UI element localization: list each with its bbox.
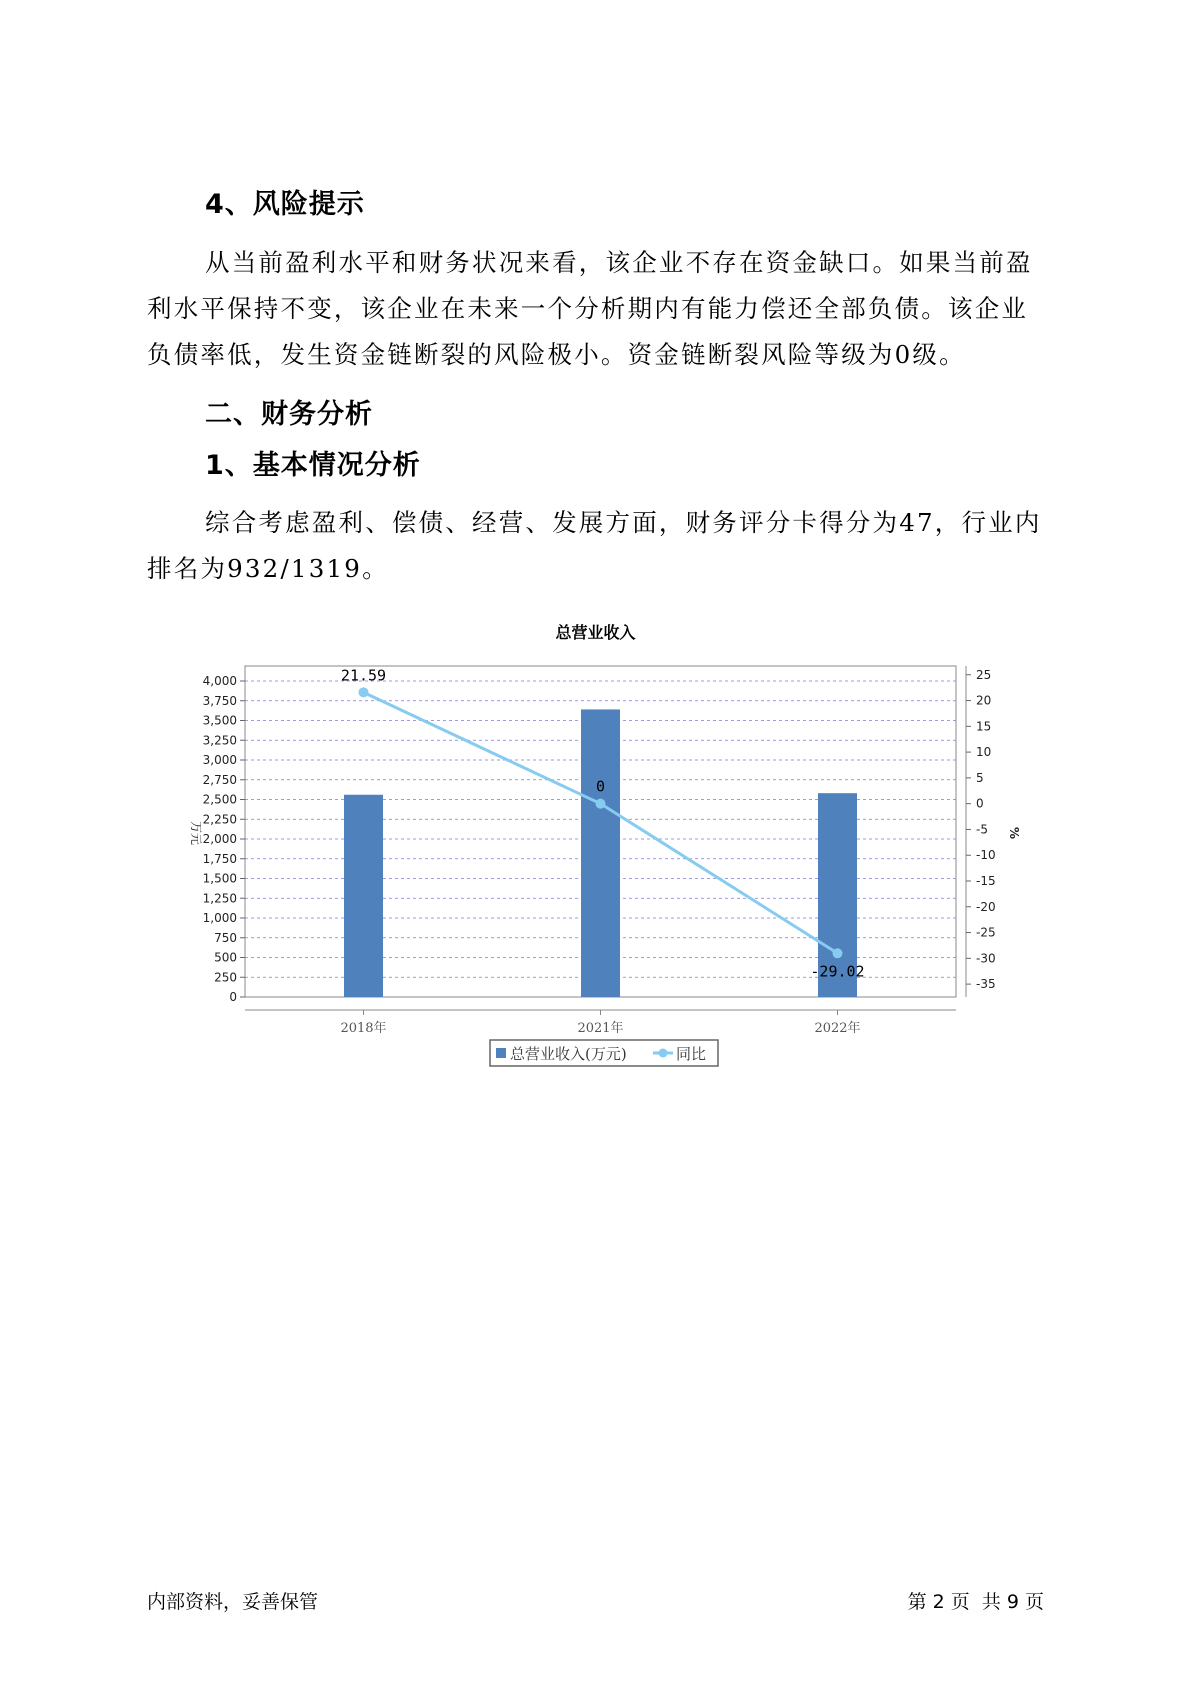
y2-tick-label: 10 (976, 745, 992, 760)
yoy-data-label: -29.02 (810, 962, 865, 981)
legend-line-label: 同比 (676, 1045, 707, 1063)
y-tick-label: 250 (214, 970, 237, 985)
chart-title: 总营业收入 (555, 623, 636, 642)
basic-analysis-paragraph: 综合考虑盈利、偿债、经营、发展方面，财务评分卡得分为47，行业内排名为932/1319。 (147, 508, 1042, 583)
y-tick-label: 750 (214, 930, 237, 945)
basic-analysis-heading: 1、基本情况分析 (205, 450, 421, 481)
legend-bar-label: 总营业收入(万元) (510, 1045, 627, 1063)
y-tick-label: 1,250 (202, 891, 237, 906)
yoy-point (833, 948, 843, 958)
y-tick-label: 2,500 (202, 792, 237, 807)
risk-heading: 4、风险提示 (205, 189, 365, 220)
y2-tick-label: 20 (976, 693, 992, 708)
risk-paragraph: 从当前盈利水平和财务状况来看，该企业不存在资金缺口。如果当前盈利水平保持不变，该企业在未来一个分析期内有能力偿还全部负债。该企业负债率低，发生资金链断裂的风险极小。资金链断裂风险等级为0级。 (147, 248, 1033, 369)
legend-bar-swatch (496, 1048, 506, 1058)
y2-tick-label: -15 (976, 873, 996, 888)
x-tick-label: 2018年 (340, 1021, 387, 1036)
y-axis-title: 万元 (189, 820, 203, 846)
y2-tick-label: -5 (976, 822, 988, 837)
y-tick-label: 500 (214, 950, 237, 965)
y2-tick-label: 0 (976, 796, 984, 811)
y-tick-label: 2,250 (202, 812, 237, 827)
y-tick-label: 1,750 (202, 851, 237, 866)
y2-tick-label: -10 (976, 848, 996, 863)
y2-tick-label: -30 (976, 951, 996, 966)
y-tick-label: 1,000 (202, 911, 237, 925)
y2-tick-label: 5 (976, 770, 984, 785)
y-tick-label: 4,000 (202, 674, 237, 688)
y-tick-label: 1,500 (202, 871, 237, 886)
y2-tick-label: -25 (976, 925, 996, 940)
y2-tick-label: 15 (976, 719, 992, 734)
y-tick-label: 3,000 (202, 753, 237, 767)
footer-confidential: 内部资料，妥善保管 (147, 1591, 319, 1613)
yoy-data-label: 21.59 (340, 666, 387, 685)
revenue-bar (344, 795, 383, 997)
x-tick-label: 2022年 (814, 1021, 861, 1036)
y-tick-label: 2,000 (202, 832, 237, 846)
finance-heading: 二、财务分析 (205, 399, 373, 430)
x-tick-label: 2021年 (577, 1021, 624, 1036)
y-tick-label: 3,750 (202, 693, 237, 708)
y-tick-label: 2,750 (202, 772, 237, 787)
yoy-point (596, 799, 606, 809)
yoy-point (359, 687, 369, 697)
y2-tick-label: -35 (976, 977, 996, 992)
y2-tick-label: 25 (976, 667, 992, 682)
footer-page-number: 第 2 页 共 9 页 (907, 1591, 1044, 1613)
y2-tick-label: -20 (976, 899, 996, 914)
y-tick-label: 0 (229, 990, 237, 1004)
y-tick-label: 3,250 (202, 733, 237, 748)
yoy-data-label: 0 (595, 777, 606, 796)
y-tick-label: 3,500 (202, 713, 237, 728)
legend-line-marker (659, 1049, 668, 1058)
revenue-bar (581, 709, 620, 997)
y2-axis-title: % (1007, 826, 1021, 840)
